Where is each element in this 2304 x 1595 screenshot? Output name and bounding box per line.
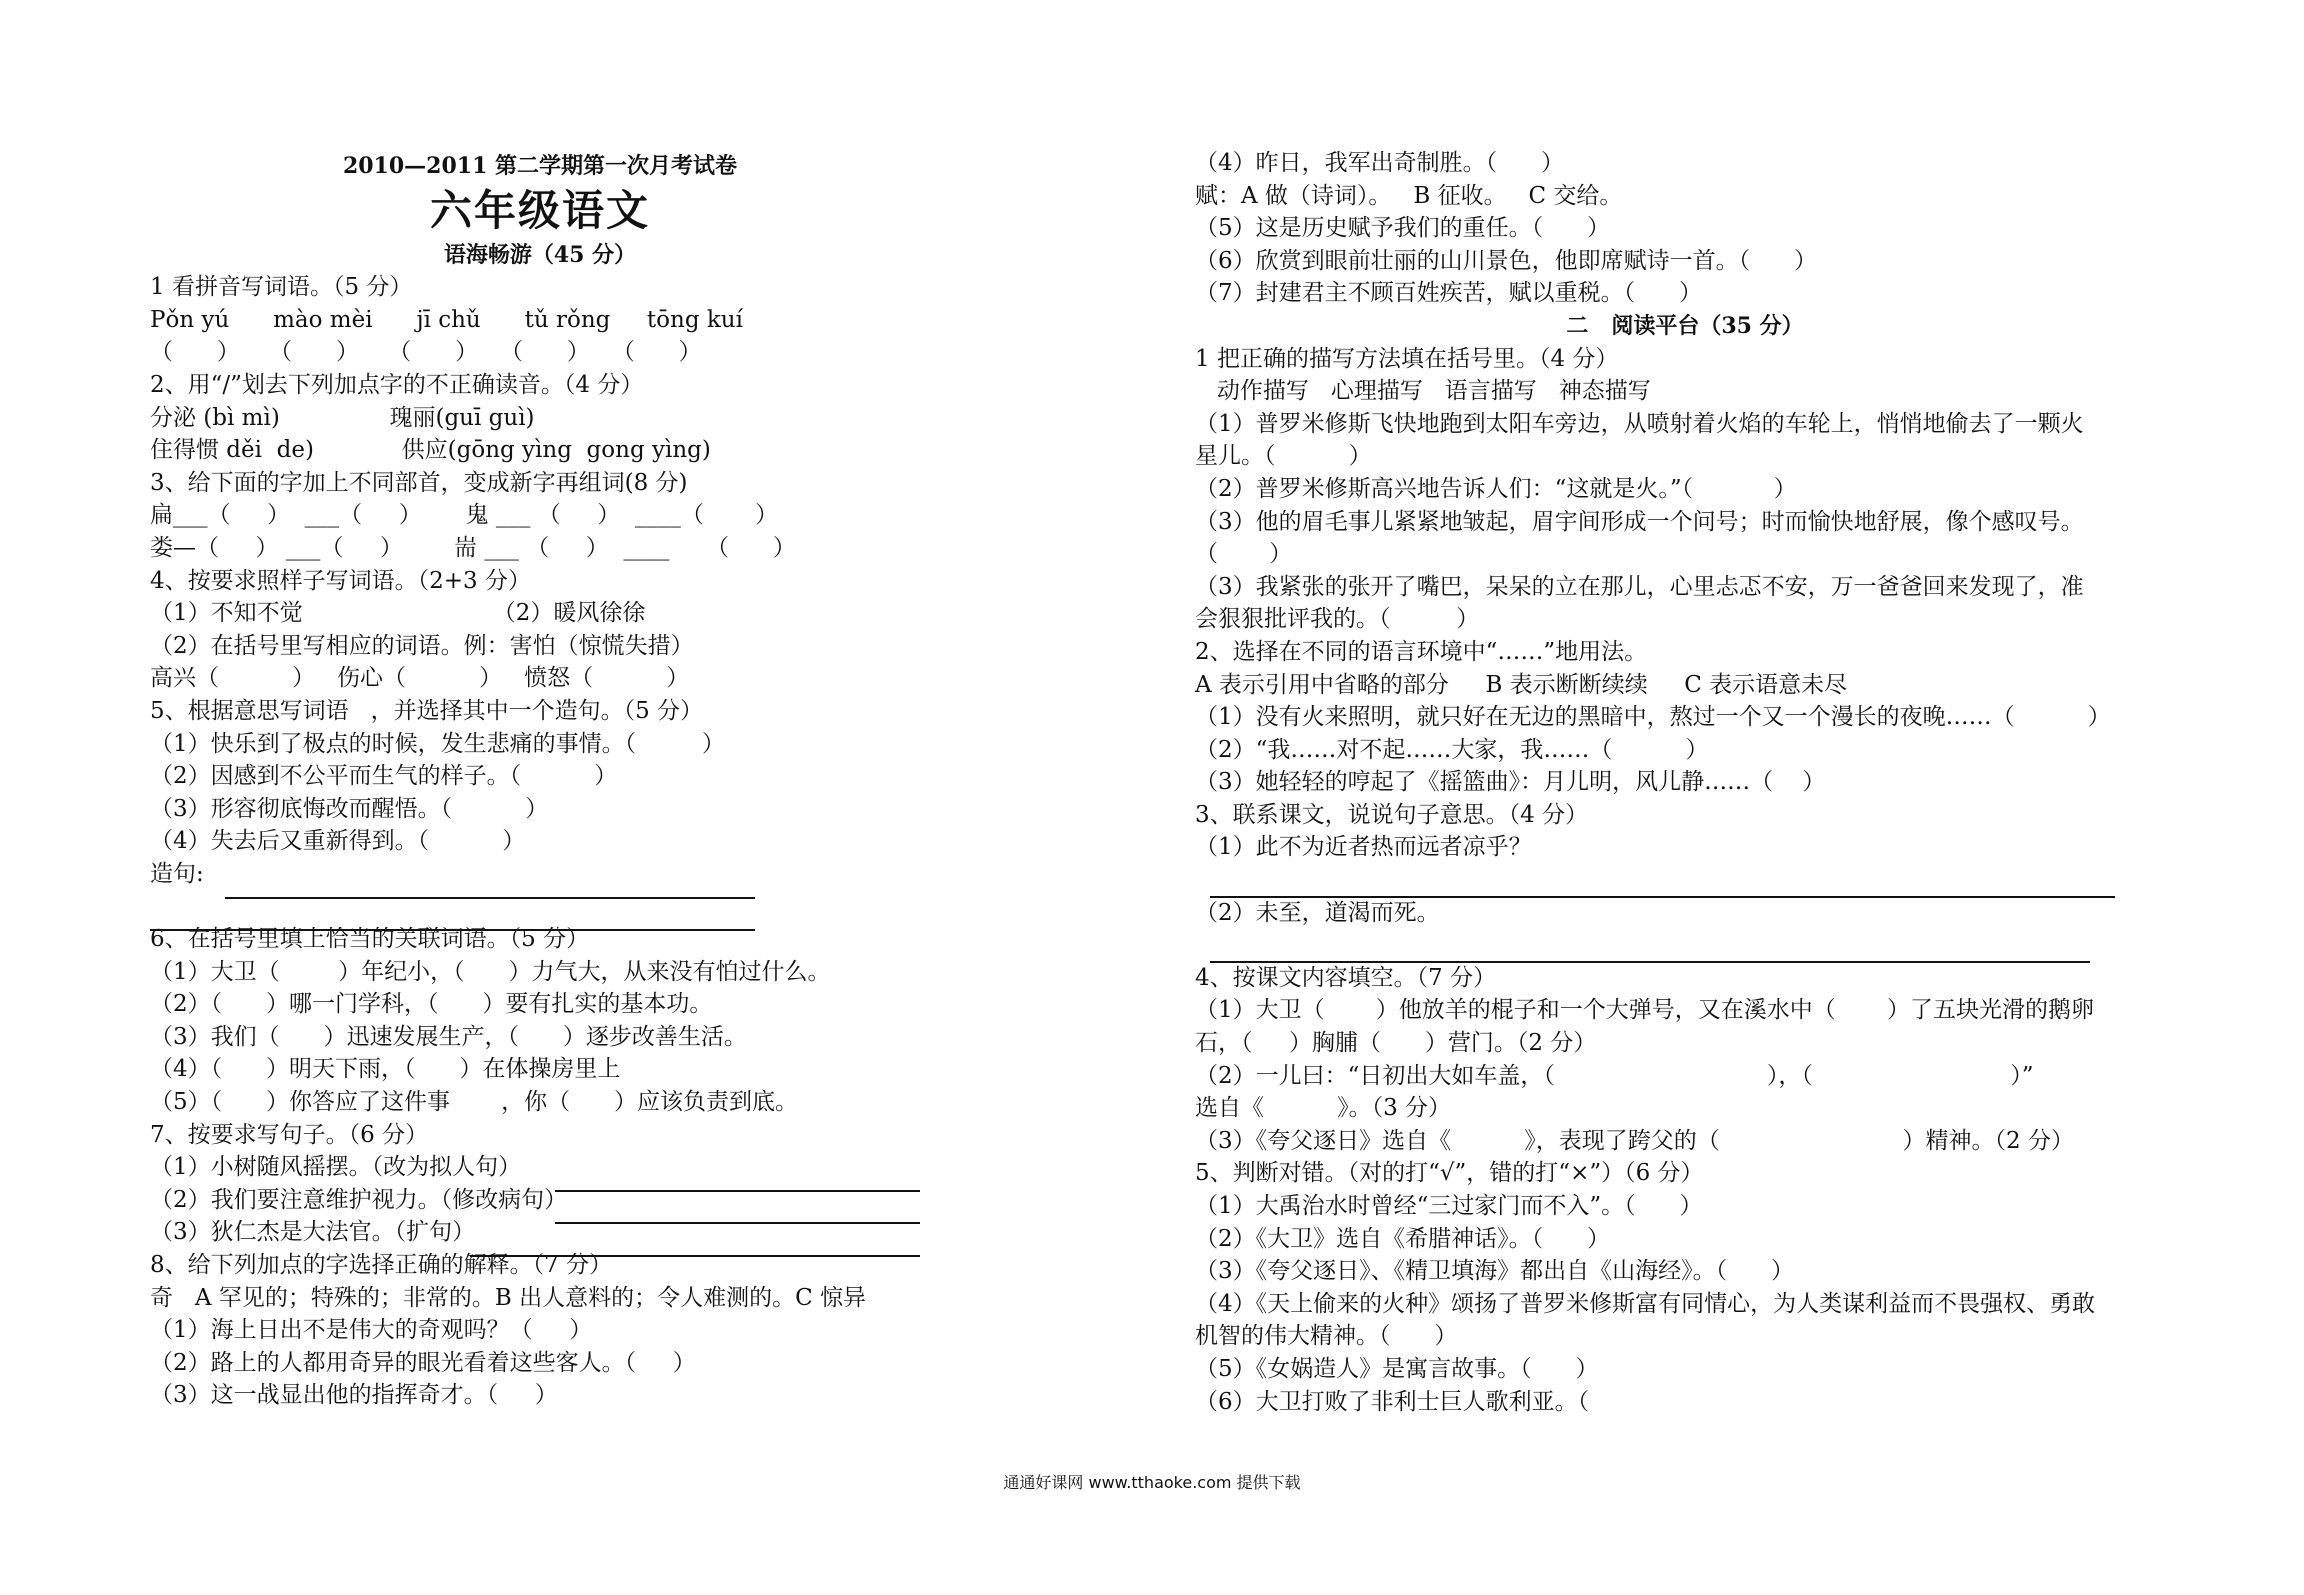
question-line: 选自《 》。（3 分） [1195, 1095, 1452, 1122]
question-line: （3）他的眉毛事儿紧紧地皱起，眉宇间形成一个问号；时而愉快地舒展，像个感叹号。 [1195, 508, 2084, 535]
question-line: （4）失去后又重新得到。（ ） [150, 828, 526, 855]
question-line: （4）《天上偷来的火种》颂扬了普罗米修斯富有同情心，为人类谋利益而不畏强权、勇敢 [1195, 1290, 2096, 1317]
question-line: 1 看拼音写词语。（5 分） [150, 274, 413, 301]
question-line: 1 把正确的描写方法填在括号里。（4 分） [1195, 345, 1619, 372]
answer-rule [470, 1255, 920, 1257]
blank-line [1195, 864, 2175, 897]
blank-line [150, 890, 930, 923]
answer-rule [1210, 961, 2090, 963]
question-line: 石，（ ）胸脯（ ）营门。（2 分） [1195, 1030, 1597, 1057]
question-line: （3）这一战显出他的指挥奇才。（ ） [150, 1382, 558, 1409]
question-line: （5）（ ）你答应了这件事 ，你（ ）应该负责到底。 [150, 1089, 799, 1116]
question-line: （1）此不为近者热而远者凉乎？ [1195, 834, 1532, 861]
question-line: （2）《大卫》选自《希腊神话》。（ ） [1195, 1225, 1610, 1252]
answer-blank-line: （ ） （ ） （ ） （ ） （ ） [150, 339, 702, 366]
question-line: （3）形容彻底悔改而醒悟。（ ） [150, 795, 549, 822]
question-line: （1）大卫（ ）年纪小，（ ）力气大，从来没有怕过什么。 [150, 958, 831, 985]
section-heading: 二 阅读平台（35 分） [1566, 312, 1804, 339]
question-line: （6）大卫打败了非利士巨人歌利亚。（ [1195, 1388, 1590, 1415]
question-line: 机智的伟大精神。（ ） [1195, 1323, 1458, 1350]
question-line: （2）“我……对不起……大家，我……（ ） [1195, 736, 1709, 763]
footer-credit: 通通好课网 www.tthaoke.com 提供下载 [1003, 1473, 1301, 1492]
exam-title: 六年级语文 [429, 185, 650, 235]
question-line: 5、判断对错。（对的打“√”，错的打“×”）（6 分） [1195, 1160, 1704, 1187]
question-line: （4）（ ）明天下雨，（ ）在体操房里上 [150, 1056, 621, 1083]
question-line: 6、在括号里填上恰当的关联词语。（5 分） [150, 926, 590, 953]
question-line: 住得惯 děi de) 供应(gōng yìng gong yìng) [150, 437, 711, 464]
question-line: （1）大禹治水时曾经“三过家门而不入”。（ ） [1195, 1193, 1703, 1219]
question-line: （1）大卫（ ）他放羊的棍子和一个大弹号，又在溪水中（ ）了五块光滑的鹅卵 [1195, 997, 2094, 1024]
question-line: 赋：A 做（诗词）。 B 征收。 C 交给。 [1195, 182, 1623, 209]
question-line: 2、选择在不同的语言环境中“……”地用法。 [1195, 638, 1648, 665]
question-line: （2）普罗米修斯高兴地告诉人们：“这就是火。”（ ） [1195, 475, 1797, 502]
answer-rule [1210, 896, 2115, 898]
question-line: 娄—（ ） ___（ ） 耑 ___ （ ） ____ （ ） [150, 534, 796, 561]
question-line: （1）没有火来照明，就只好在无边的黑暗中，熬过一个又一个漫长的夜晚……（ ） [1195, 704, 2111, 731]
question-line: 分泌 (bì mì) 瑰丽(guī guì) [150, 404, 535, 431]
question-line: （1）小树随风摇摆。（改为拟人句） [150, 1154, 522, 1181]
question-line: （2）路上的人都用奇异的眼光看着这些客人。（ ） [150, 1349, 696, 1376]
question-line: （2）（ ）哪一门学科，（ ）要有扎实的基本功。 [150, 991, 713, 1018]
question-line: （3）《夸父逐日》、《精卫填海》都出自《山海经》。（ ） [1195, 1258, 1794, 1285]
question-line: （2）一儿曰：“日初出大如车盖，（ ），（ ）” [1195, 1062, 2034, 1089]
question-line: A 表示引用中省略的部分 B 表示断断续续 C 表示语意未尽 [1195, 671, 1848, 698]
question-line: （1）海上日出不是伟大的奇观吗？（ ） [150, 1317, 593, 1344]
question-line: （6）欣赏到眼前壮丽的山川景色，他即席赋诗一首。（ ） [1195, 247, 1817, 274]
question-line: 3、联系课文，说说句子意思。（4 分） [1195, 801, 1589, 828]
exam-subtitle: 2010—2011 第二学期第一次月考试卷 [342, 153, 738, 179]
right-column [1195, 147, 2175, 1418]
answer-rule [150, 929, 755, 931]
question-line: （2）未至，道渴而死。 [1195, 899, 1440, 926]
question-line: 7、按要求写句子。（6 分） [150, 1121, 429, 1148]
question-line: （3）我紧张的张开了嘴巴，呆呆的立在那儿，心里忐忑不安，万一爸爸回来发现了，准 [1195, 573, 2084, 600]
question-line: （2）我们要注意维护视力。（修改病句） [150, 1186, 568, 1213]
question-line: 8、给下列加点的字选择正确的解释。（7 分） [150, 1252, 613, 1278]
question-line: 奇 A 罕见的；特殊的；非常的。B 出人意料的；令人难测的。C 惊异 [150, 1284, 866, 1311]
question-line: 高兴（ ） 伤心（ ） 愤怒（ ） [150, 665, 690, 692]
answer-rule [555, 1222, 920, 1224]
question-line: （5）《女娲造人》是寓言故事。（ ） [1195, 1355, 1599, 1382]
section-heading: 语海畅游（45 分） [443, 241, 637, 268]
question-line: 3、给下面的字加上不同部首，变成新字再组词(8 分) [150, 469, 688, 496]
blank-line [1195, 929, 2175, 962]
question-line: （3）她轻轻的哼起了《摇篮曲》：月儿明，风儿静……（ ） [1195, 769, 1826, 796]
question-line: （5）这是历史赋予我们的重任。（ ） [1195, 215, 1610, 242]
question-line: （1）快乐到了极点的时候，发生悲痛的事情。（ ） [150, 730, 725, 757]
question-line: 动作描写 心理描写 语言描写 神态描写 [1195, 378, 1651, 405]
question-line: 星儿。（ ） [1195, 443, 1372, 470]
question-line: 4、按课文内容填空。（7 分） [1195, 964, 1497, 991]
question-line: 2、用“/”划去下列加点字的不正确读音。（4 分） [150, 371, 644, 398]
question-line: （3）我们（ ）迅速发展生产，（ ）逐步改善生活。 [150, 1023, 747, 1050]
question-line: （3）狄仁杰是大法官。（扩句） [150, 1219, 476, 1246]
question-line: Pǒn yú mào mèi jī chǔ tǔ rǒng tōng kuí [150, 306, 743, 333]
question-line: （1）普罗米修斯飞快地跑到太阳车旁边，从喷射着火焰的车轮上，悄悄地偷去了一颗火 [1195, 410, 2084, 437]
question-line: （7）封建君主不顾百姓疾苦，赋以重税。（ ） [1195, 280, 1702, 307]
question-line: 5、根据意思写词语 ，并选择其中一个造句。（5 分） [150, 697, 704, 724]
question-line: （1）不知不觉 （2）暖风徐徐 [150, 600, 646, 627]
question-line: 4、按要求照样子写词语。（2+3 分） [150, 567, 531, 594]
question-line: 会狠狠批评我的。（ ） [1195, 606, 1480, 633]
question-line: 扁___（ ） ___（ ） 鬼 ___ （ ） ____（ ） [150, 502, 779, 529]
question-line: （ ） [1195, 541, 1293, 568]
question-line: （2）在括号里写相应的词语。例：害怕（惊慌失措） [150, 632, 694, 659]
answer-rule [555, 1190, 920, 1192]
question-line: （3）《夸父逐日》选自《 》，表现了跨父的（ ）精神。（2 分） [1195, 1127, 2074, 1154]
answer-rule [225, 897, 755, 899]
question-line: （2）因感到不公平而生气的样子。（ ） [150, 763, 618, 790]
sentence-label: 造句: [150, 860, 204, 887]
question-line: （4）昨日，我军出奇制胜。（ ） [1195, 150, 1564, 176]
